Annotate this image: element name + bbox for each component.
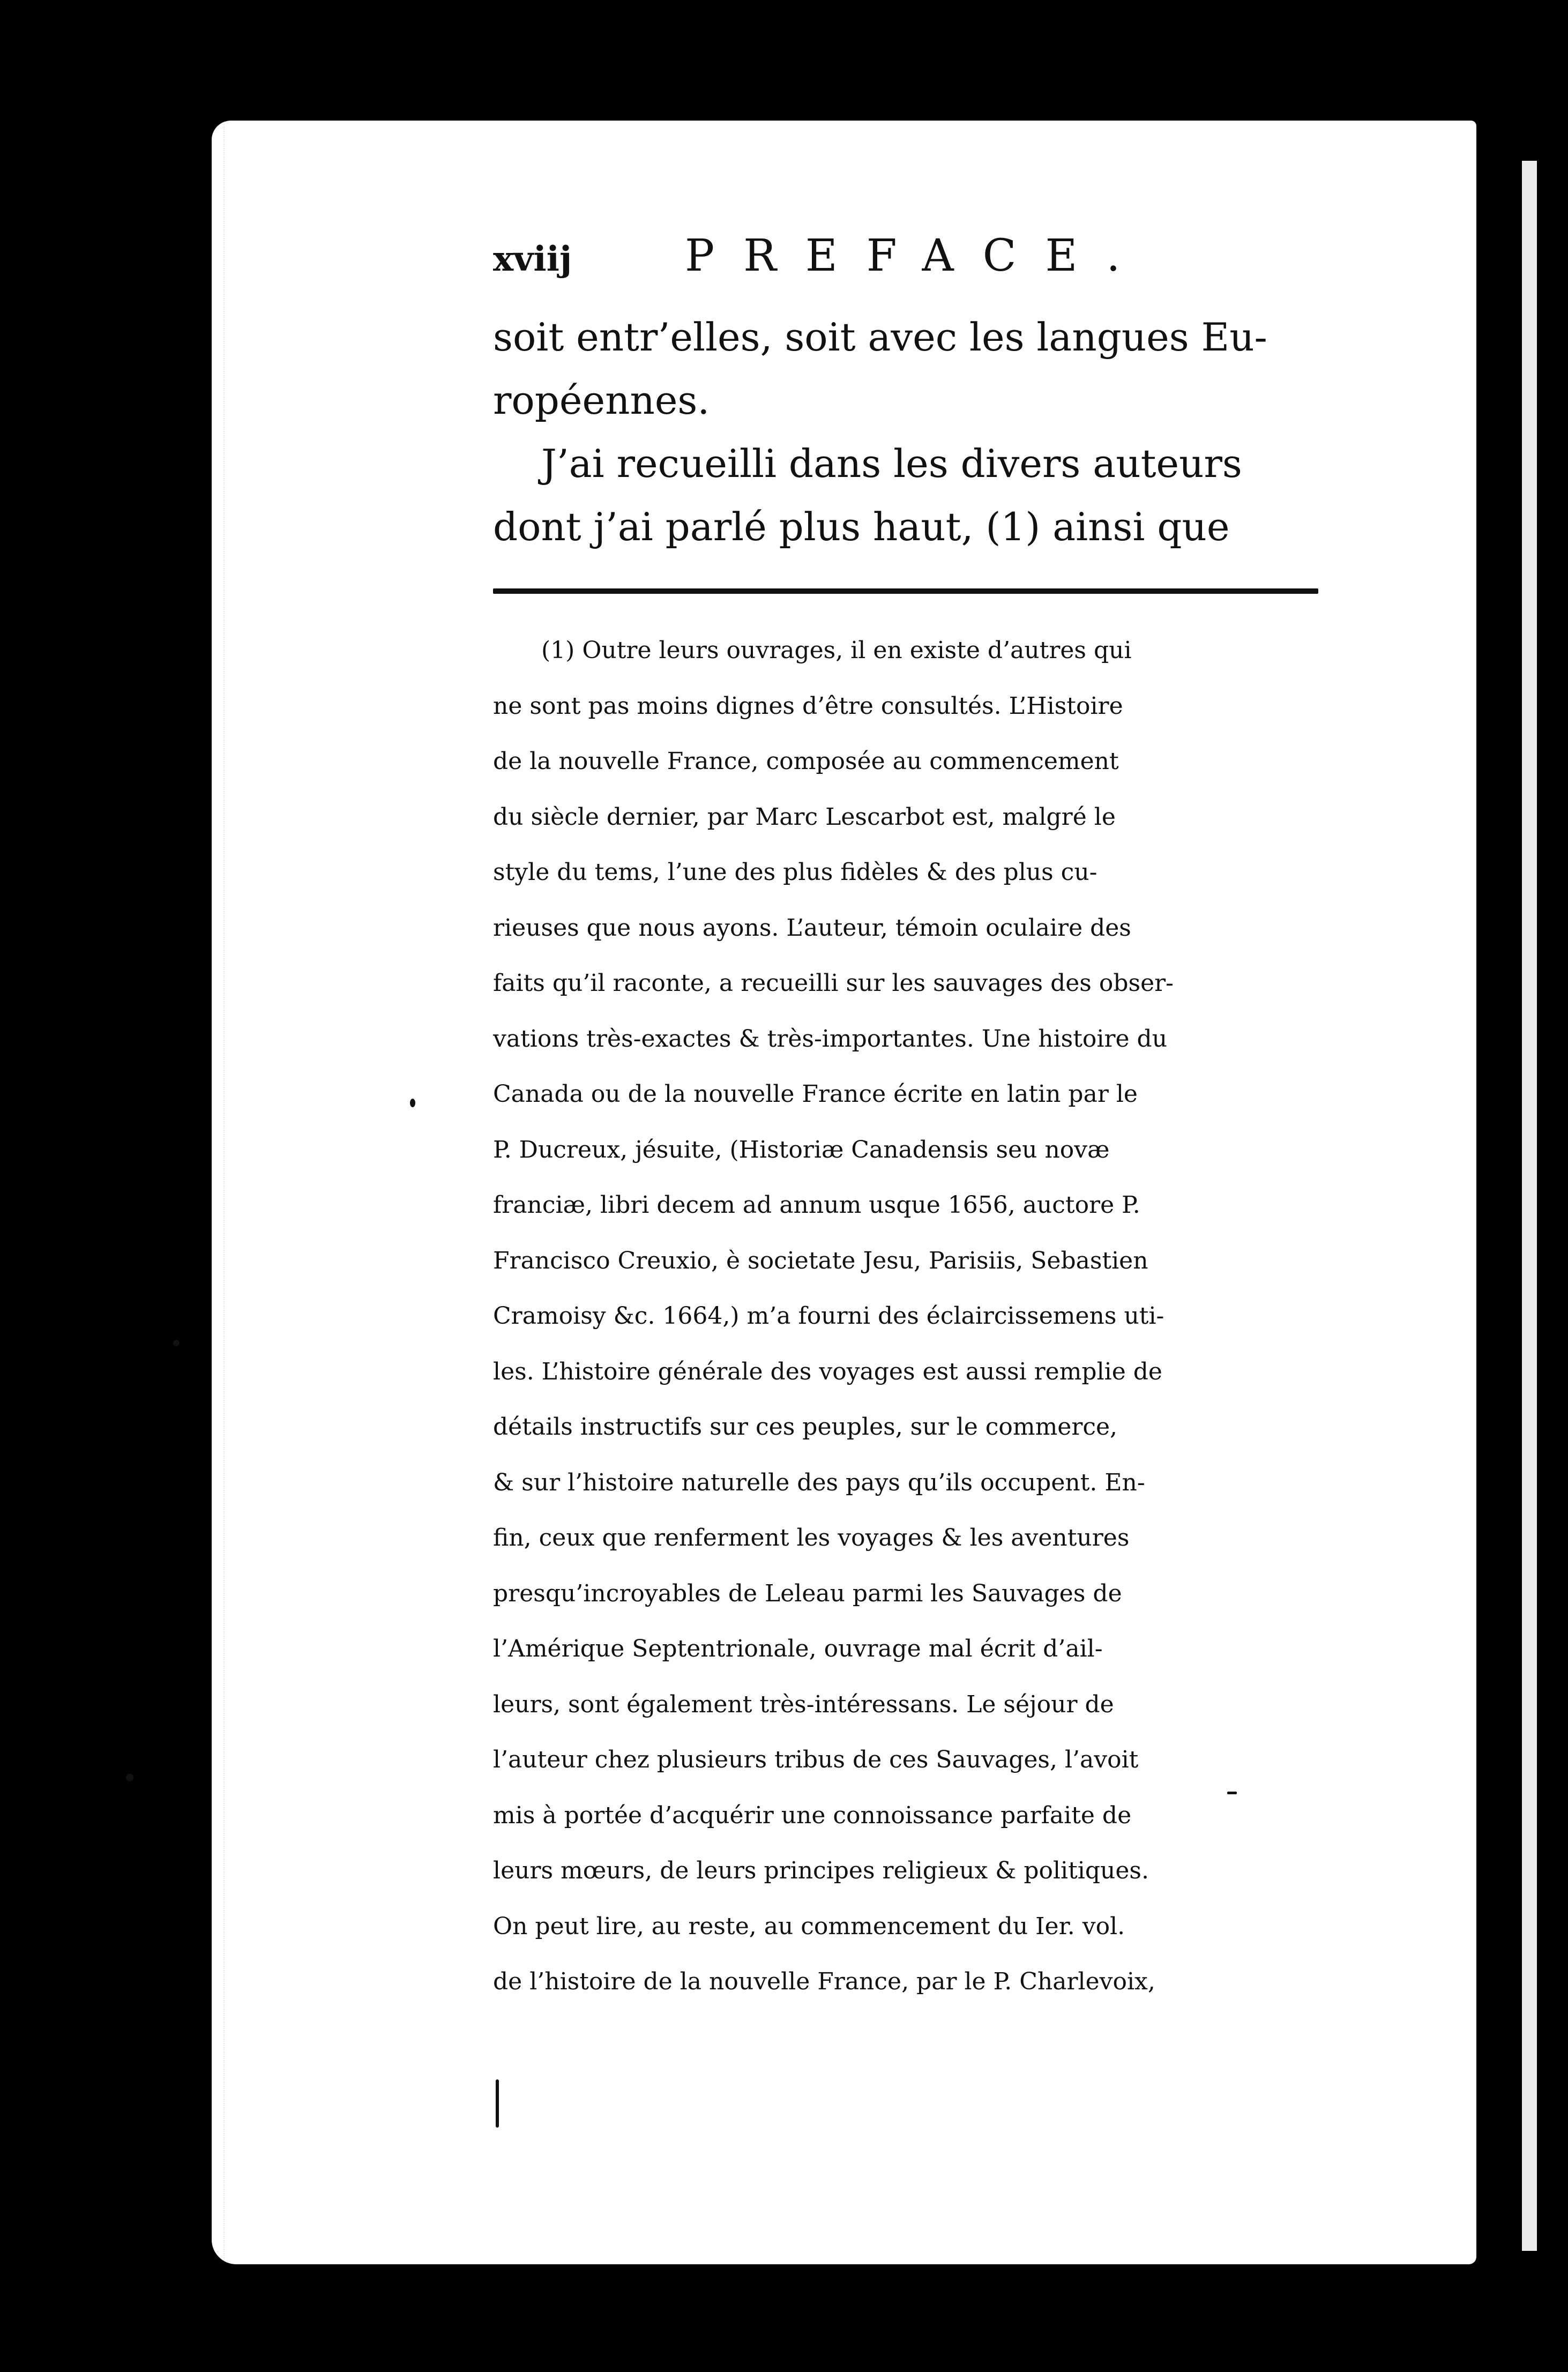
footnote-line-22: mis à portée d’acquérir une connoissance parfaite de xyxy=(493,1801,1132,1829)
footnote-line-25: de l’histoire de la nouvelle France, par le P. Charlevoix, xyxy=(493,1968,1155,1995)
main-line-3: J’ai recueilli dans les divers auteurs xyxy=(541,441,1242,486)
footnote-line-20: leurs, sont également très-intéressans. Le séjour de xyxy=(493,1690,1114,1718)
footnote-line-23: leurs mœurs, de leurs principes religieux & politiques. xyxy=(493,1857,1149,1884)
ink-speck xyxy=(126,1774,133,1781)
footnote-line-24: On peut lire, au reste, au commencement du Ier. vol. xyxy=(493,1912,1125,1940)
main-paragraph-2 xyxy=(493,432,1318,558)
footnote-line-19: l’Amérique Septentrionale, ouvrage mal écrit d’ail- xyxy=(493,1635,1103,1662)
ink-speck xyxy=(410,1099,415,1107)
footnote-line-16: & sur l’histoire naturelle des pays qu’ils occupent. En- xyxy=(493,1468,1145,1496)
page-title: PREFACE. xyxy=(685,230,1149,281)
scan-edge xyxy=(1522,161,1537,2251)
footnote-line-15: détails instructifs sur ces peuples, sur le commerce, xyxy=(493,1413,1118,1441)
footnote xyxy=(493,623,1318,2010)
footnote-line-3: de la nouvelle France, composée au commencement xyxy=(493,748,1119,775)
footnote-line-18: presqu’incroyables de Leleau parmi les Sauvages de xyxy=(493,1579,1122,1607)
footnote-line-8: vations très-exactes & très-importantes. Une histoire du xyxy=(493,1025,1168,1053)
page-number: xviij xyxy=(493,239,572,279)
ink-speck xyxy=(173,1340,180,1346)
main-paragraph-1 xyxy=(493,305,1318,432)
footnote-line-14: les. L’histoire générale des voyages est aussi remplie de xyxy=(493,1357,1162,1385)
footnote-line-7: faits qu’il raconte, a recueilli sur les sauvages des obser- xyxy=(493,969,1174,997)
footnote-line-10: P. Ducreux, jésuite, (Historiæ Canadensis seu novæ xyxy=(493,1136,1110,1163)
footnote-line-13: Cramoisy &c. 1664,) m’a fourni des éclaircissemens uti- xyxy=(493,1302,1164,1330)
footnote-line-1: (1) Outre leurs ouvrages, il en existe d’autres qui xyxy=(541,637,1132,664)
main-line-1: soit entr’elles, soit avec les langues Eu- xyxy=(493,315,1267,360)
footnote-rule xyxy=(493,588,1318,594)
ink-speck xyxy=(1227,1792,1237,1794)
footnote-line-6: rieuses que nous ayons. L’auteur, témoin oculaire des xyxy=(493,914,1131,942)
footnote-line-21: l’auteur chez plusieurs tribus de ces Sauvages, l’avoit xyxy=(493,1746,1139,1773)
footnote-line-4: du siècle dernier, par Marc Lescarbot est, malgré le xyxy=(493,803,1116,831)
main-line-2: ropéennes. xyxy=(493,378,710,423)
footnote-line-11: franciæ, libri decem ad annum usque 1656, auctore P. xyxy=(493,1191,1140,1219)
main-text xyxy=(493,305,1318,558)
footnote-line-9: Canada ou de la nouvelle France écrite en latin par le xyxy=(493,1080,1138,1108)
footnote-line-17: fin, ceux que renferment les voyages & les aventures xyxy=(493,1524,1130,1552)
ink-speck xyxy=(496,2079,499,2128)
running-head xyxy=(493,230,1318,300)
footnote-line-5: style du tems, l’une des plus fidèles & des plus cu- xyxy=(493,859,1097,886)
main-line-4: dont j’ai parlé plus haut, (1) ainsi que xyxy=(493,504,1230,549)
footnote-line-2: ne sont pas moins dignes d’être consultés. L’Histoire xyxy=(493,692,1123,720)
footnote-line-12: Francisco Creuxio, è societate Jesu, Parisiis, Sebastien xyxy=(493,1247,1148,1274)
page-content xyxy=(493,230,1318,2010)
